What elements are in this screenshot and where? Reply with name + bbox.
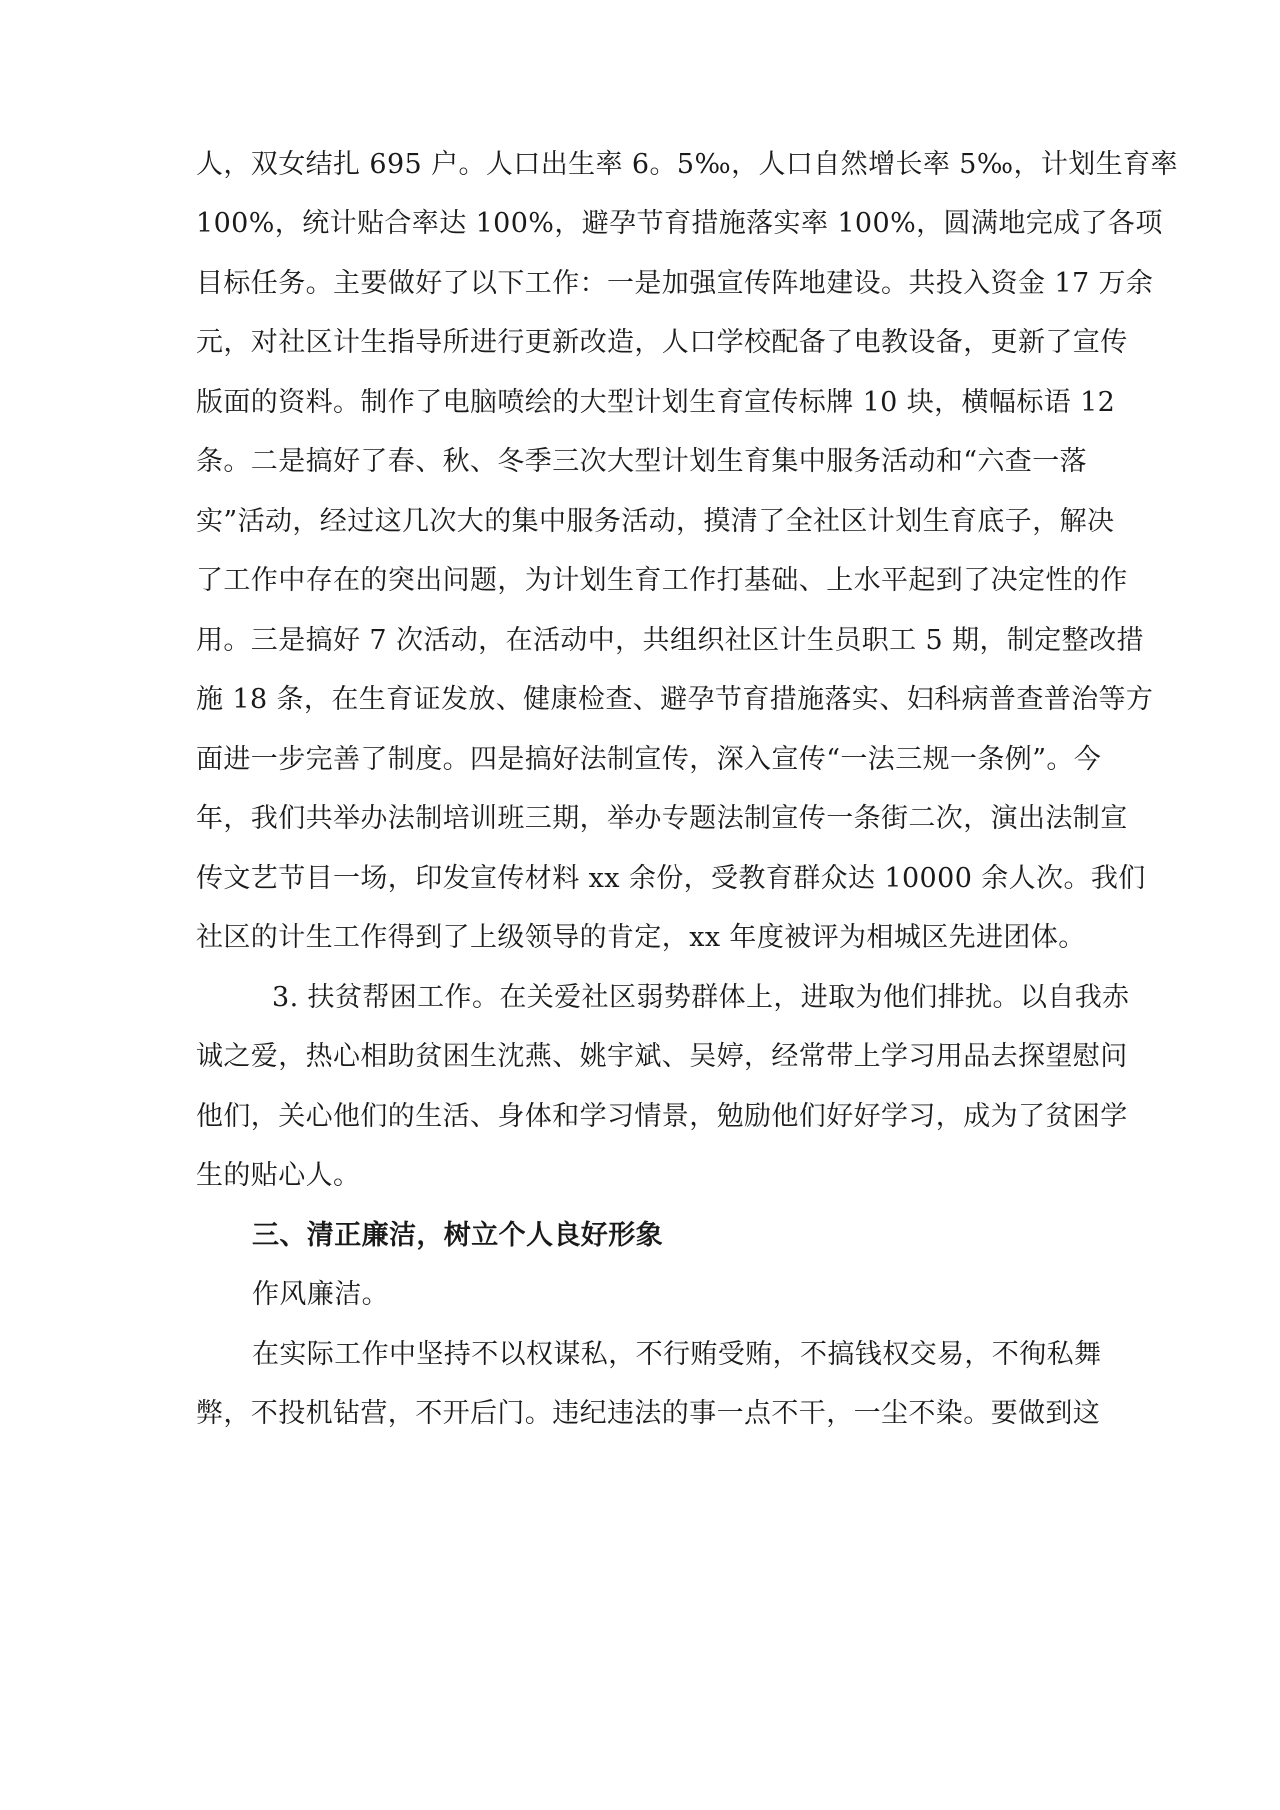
subsection-heading: 作风廉洁。 [252, 1279, 389, 1310]
section-heading: 三、清正廉洁，树立个人良好形象 [252, 1220, 663, 1251]
text-line: 元，对社区计生指导所进行更新改造，人口学校配备了电教设备，更新了宣传 [196, 327, 1128, 358]
paragraph-start-line: 3. 扶贫帮困工作。在关爱社区弱势群体上，进取为他们排扰。以自我赤 [272, 982, 1130, 1013]
text-line: 传文艺节目一场，印发宣传材料 xx 余份，受教育群众达 10000 余人次。我们 [196, 863, 1146, 894]
text-line: 条。二是搞好了春、秋、冬季三次大型计划生育集中服务活动和“六查一落 [196, 446, 1088, 477]
text-line: 年，我们共举办法制培训班三期，举办专题法制宣传一条街二次，演出法制宣 [196, 803, 1128, 834]
text-line: 生的贴心人。 [196, 1160, 361, 1191]
text-line: 诚之爱，热心相助贫困生沈燕、姚宇斌、吴婷，经常带上学习用品去探望慰问 [196, 1041, 1128, 1072]
text-line: 施 18 条，在生育证发放、健康检查、避孕节育措施落实、妇科病普查普治等方 [196, 684, 1154, 715]
text-line: 人，双女结扎 695 户。人口出生率 6。5‰，人口自然增长率 5‰，计划生育率 [196, 149, 1178, 180]
text-line: 了工作中存在的突出问题，为计划生育工作打基础、上水平起到了决定性的作 [196, 565, 1128, 596]
text-line: 社区的计生工作得到了上级领导的肯定，xx 年度被评为相城区先进团体。 [196, 922, 1086, 953]
text-line: 弊，不投机钻营，不开后门。违纪违法的事一点不干，一尘不染。要做到这 [196, 1398, 1101, 1429]
text-line: 他们，关心他们的生活、身体和学习情景，勉励他们好好学习，成为了贫困学 [196, 1101, 1128, 1132]
text-line: 用。三是搞好 7 次活动，在活动中，共组织社区计生员职工 5 期，制定整改措 [196, 625, 1144, 656]
text-line: 100%，统计贴合率达 100%，避孕节育措施落实率 100%，圆满地完成了各项 [196, 208, 1163, 239]
text-line: 目标任务。主要做好了以下工作：一是加强宣传阵地建设。共投入资金 17 万余 [196, 268, 1154, 299]
text-line: 面进一步完善了制度。四是搞好法制宣传，深入宣传“一法三规一条例”。今 [196, 744, 1102, 775]
text-line: 版面的资料。制作了电脑喷绘的大型计划生育宣传标牌 10 块，横幅标语 12 [196, 387, 1116, 418]
text-line: 实”活动，经过这几次大的集中服务活动，摸清了全社区计划生育底子，解决 [196, 506, 1115, 537]
paragraph-start-line: 在实际工作中坚持不以权谋私，不行贿受贿，不搞钱权交易，不徇私舞 [252, 1339, 1102, 1370]
